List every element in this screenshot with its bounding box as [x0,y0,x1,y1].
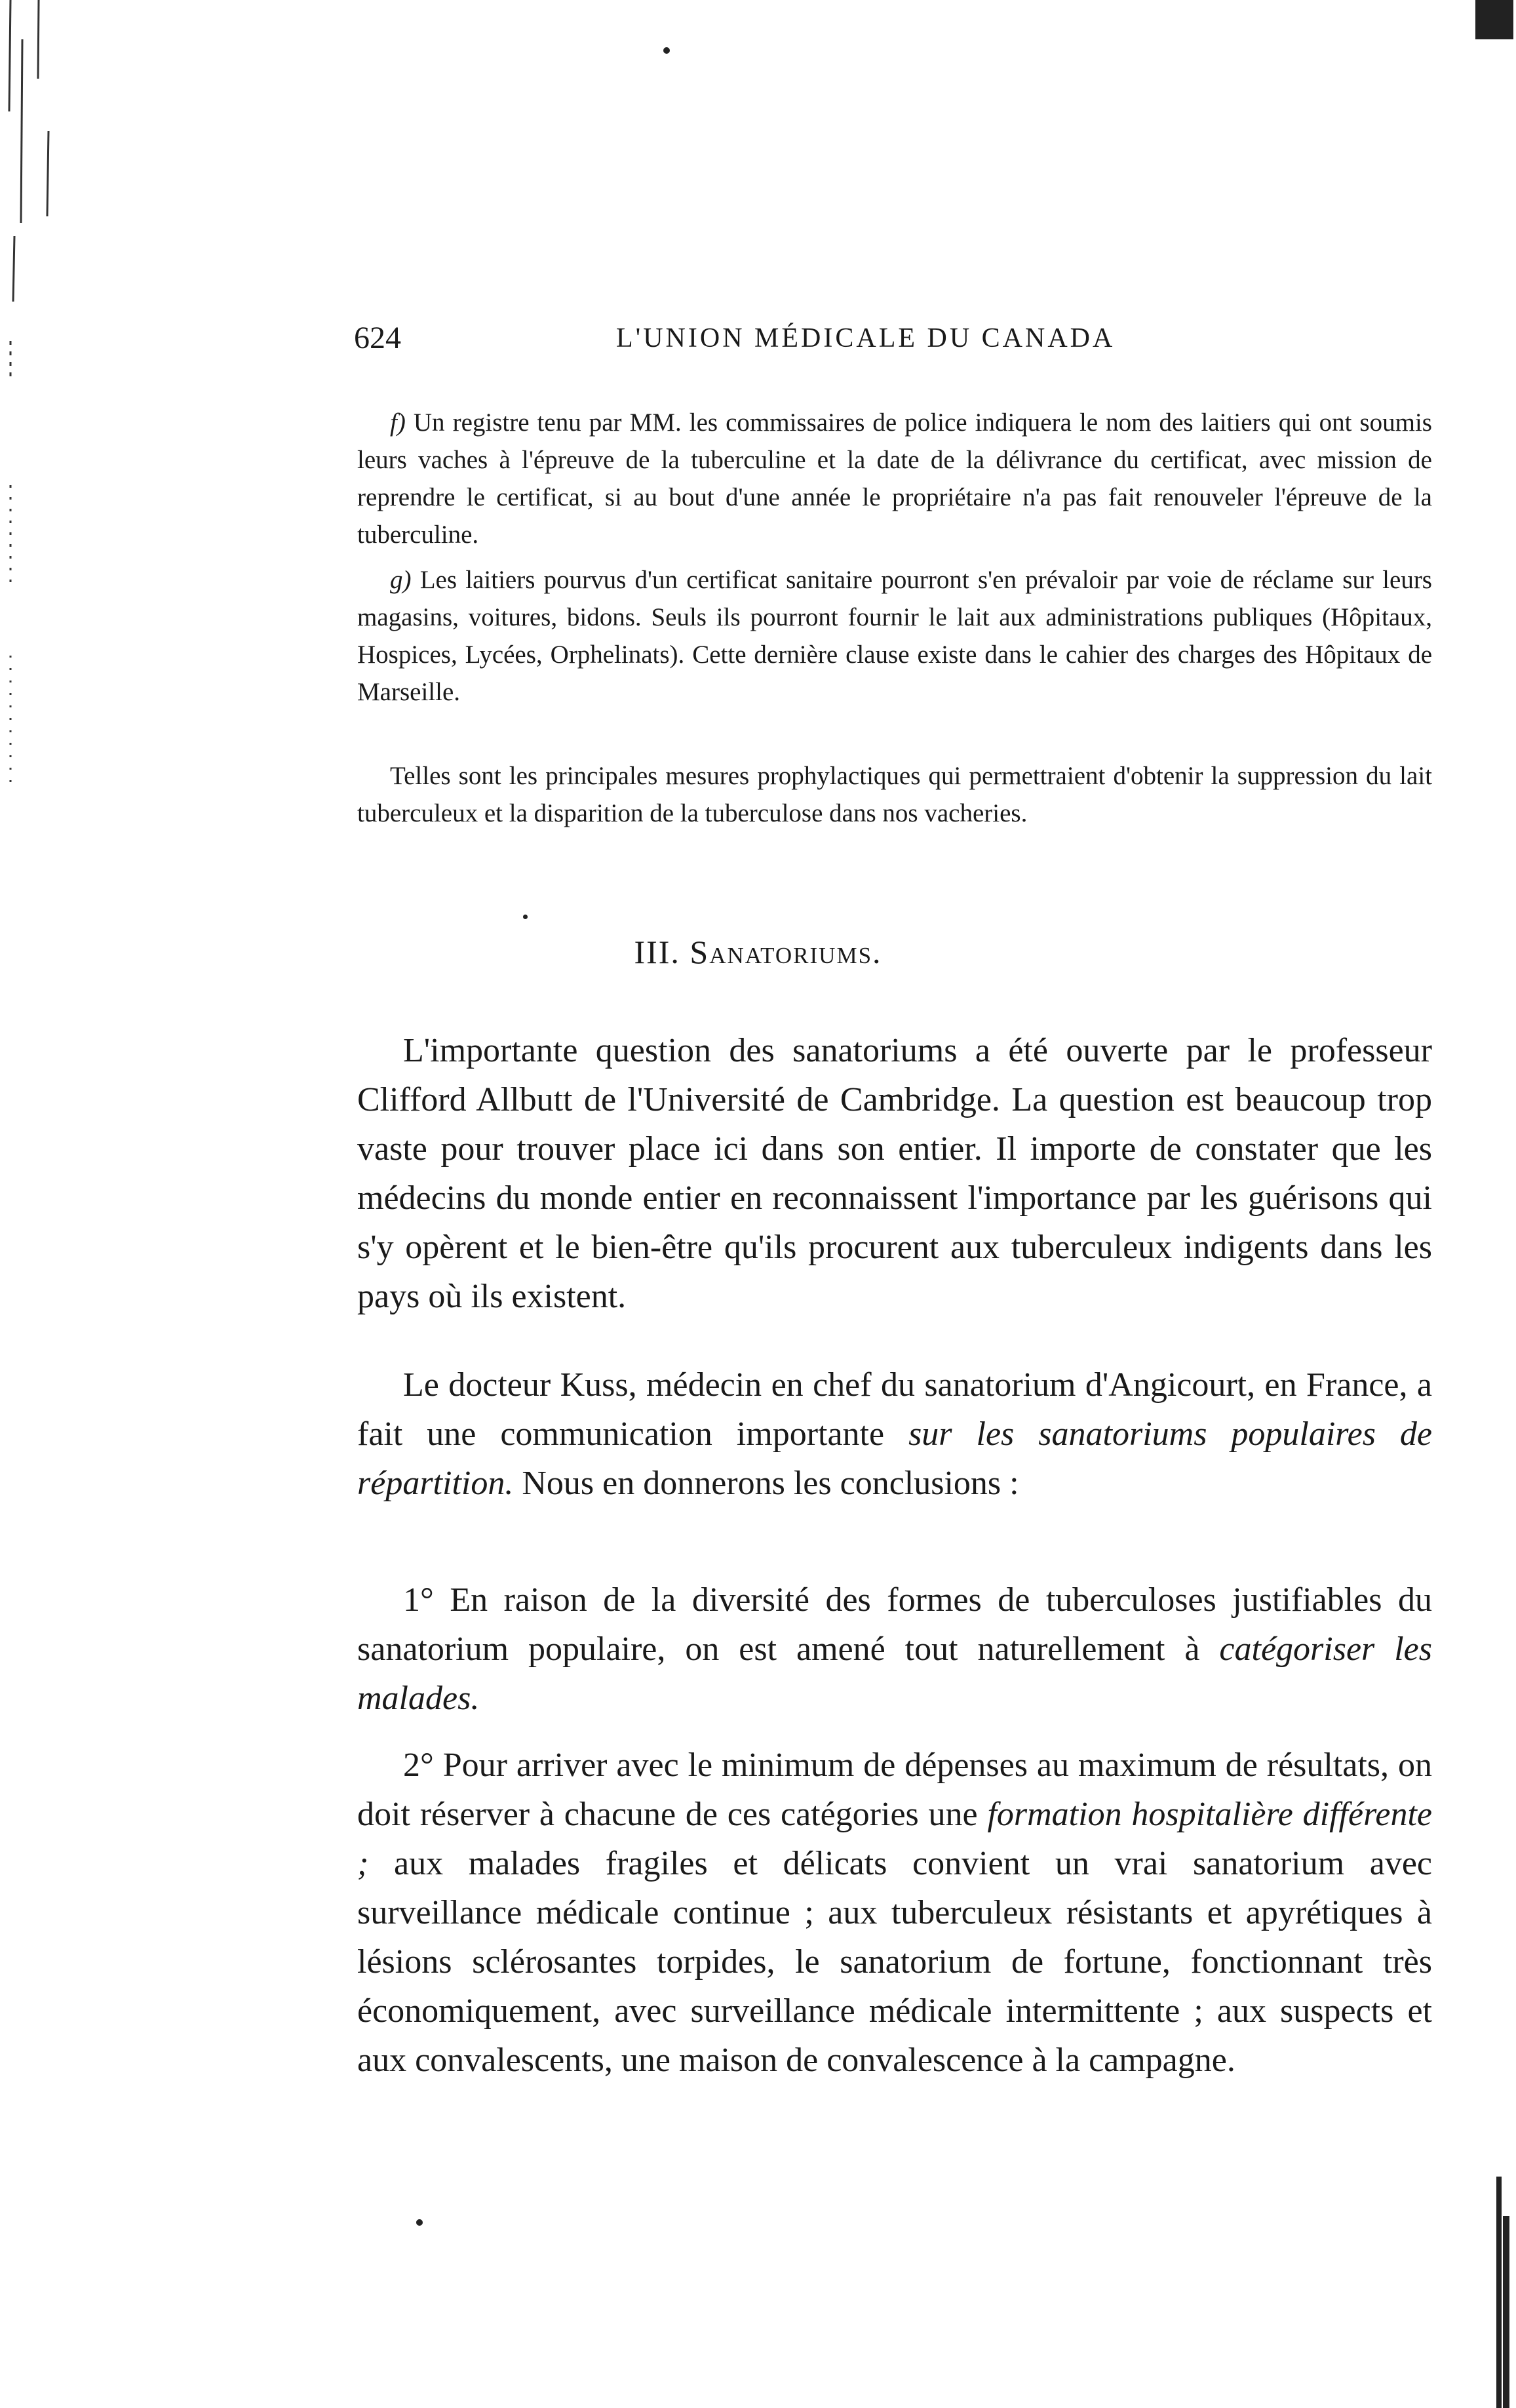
conclusion-2-italic: formation hospitalière différente ; [357,1796,1432,1882]
conclusion-1-italic: catégoriser les malades. [357,1630,1432,1717]
body-paragraph-1: L'importante question des sanatoriums a été ouverte par le professeur Clifford Allbutt de l'Université de Cambridge. La question est beaucoup trop vaste pour trouver place ici dans son entier. Il importe de constater que les médecins du monde entier en reconnaissent l'importance par les guérisons qui s'y opèrent et le bien-être qu'ils procurent aux tuberculeux indigents dans les pays où ils existent. [357,1032,1432,1315]
scan-speck [663,47,670,54]
conclusion-2-b: aux malades fragiles et délicats convient un vrai sanatorium avec surveillance médicale continue ; aux tuberculeux résistants et apyrétiques à lésions sclérosantes torpides, le sanatorium de fortune, fonctionnant très économiquement, avec surveillance médicale intermittente ; aux suspects et aux convalescents, une maison de convalescence à la campagne. [357,1845,1432,2079]
paragraph-f-text: Un registre tenu par MM. les commissaires de police indiquera le nom des laitiers qui ont soumis leurs vaches à l'épreuve de la tuberculine et la date de la délivrance du certificat, avec mission de reprendre le certificat, si au bout d'une année le propriétaire n'a pas fait renouveler l'épreuve de la tuberculine. [357,408,1432,549]
conclusion-1-text: 1° En raison de la diversité des formes de tuberculoses justifiables du sanatorium populaire, on est amené tout naturellement à [357,1581,1432,1668]
body-paragraph-2 [357,1360,1432,1508]
item-label-f: f) [390,408,406,437]
body-paragraph-2-a: Le docteur Kuss, médecin en chef du sanatorium d'Angicourt, en France, a fait une communication importante [357,1366,1432,1453]
conclusion-2 [357,1741,1432,2085]
conclusion-2-a: 2° Pour arriver avec le minimum de dépenses au maximum de résultats, on doit réserver à chacune de ces catégories une [357,1747,1432,1833]
running-title: L'UNION MÉDICALE DU CANADA [616,323,1116,353]
body-paragraph-2-b: Nous en donnerons les conclusions : [513,1465,1019,1502]
conclusion-1 [357,1575,1432,1723]
paragraph-g [357,561,1432,711]
left-scan-edge [3,0,62,2408]
page-number: 624 [354,321,401,355]
scan-speck [523,915,528,919]
item-label-g: g) [390,566,412,594]
paragraph-g-text: Les laitiers pourvus d'un certificat sanitaire pourront s'en prévaloir par voie de réclame sur leurs magasins, voitures, bidons. Seuls ils pourront fournir le lait aux administrations publiques (Hôpitaux, Hospices, Lycées, Orphelinats). Cette dernière clause existe dans le cahier des charges des Hôpitaux de Marseille. [357,566,1432,706]
page-header [354,320,1190,366]
body-paragraph-2-italic: sur les sanatoriums populaires de répartition. [357,1415,1432,1502]
scan-speck [416,2219,423,2226]
paragraph-f [357,404,1432,553]
section-title: III. Sanatoriums. [634,934,882,970]
paragraph-telles: Telles sont les principales mesures prophylactiques qui permettraient d'obtenir la suppression du lait tuberculeux et la disparition de la tuberculose dans nos vacheries. [357,762,1432,827]
right-scan-edge [1470,0,1516,2408]
